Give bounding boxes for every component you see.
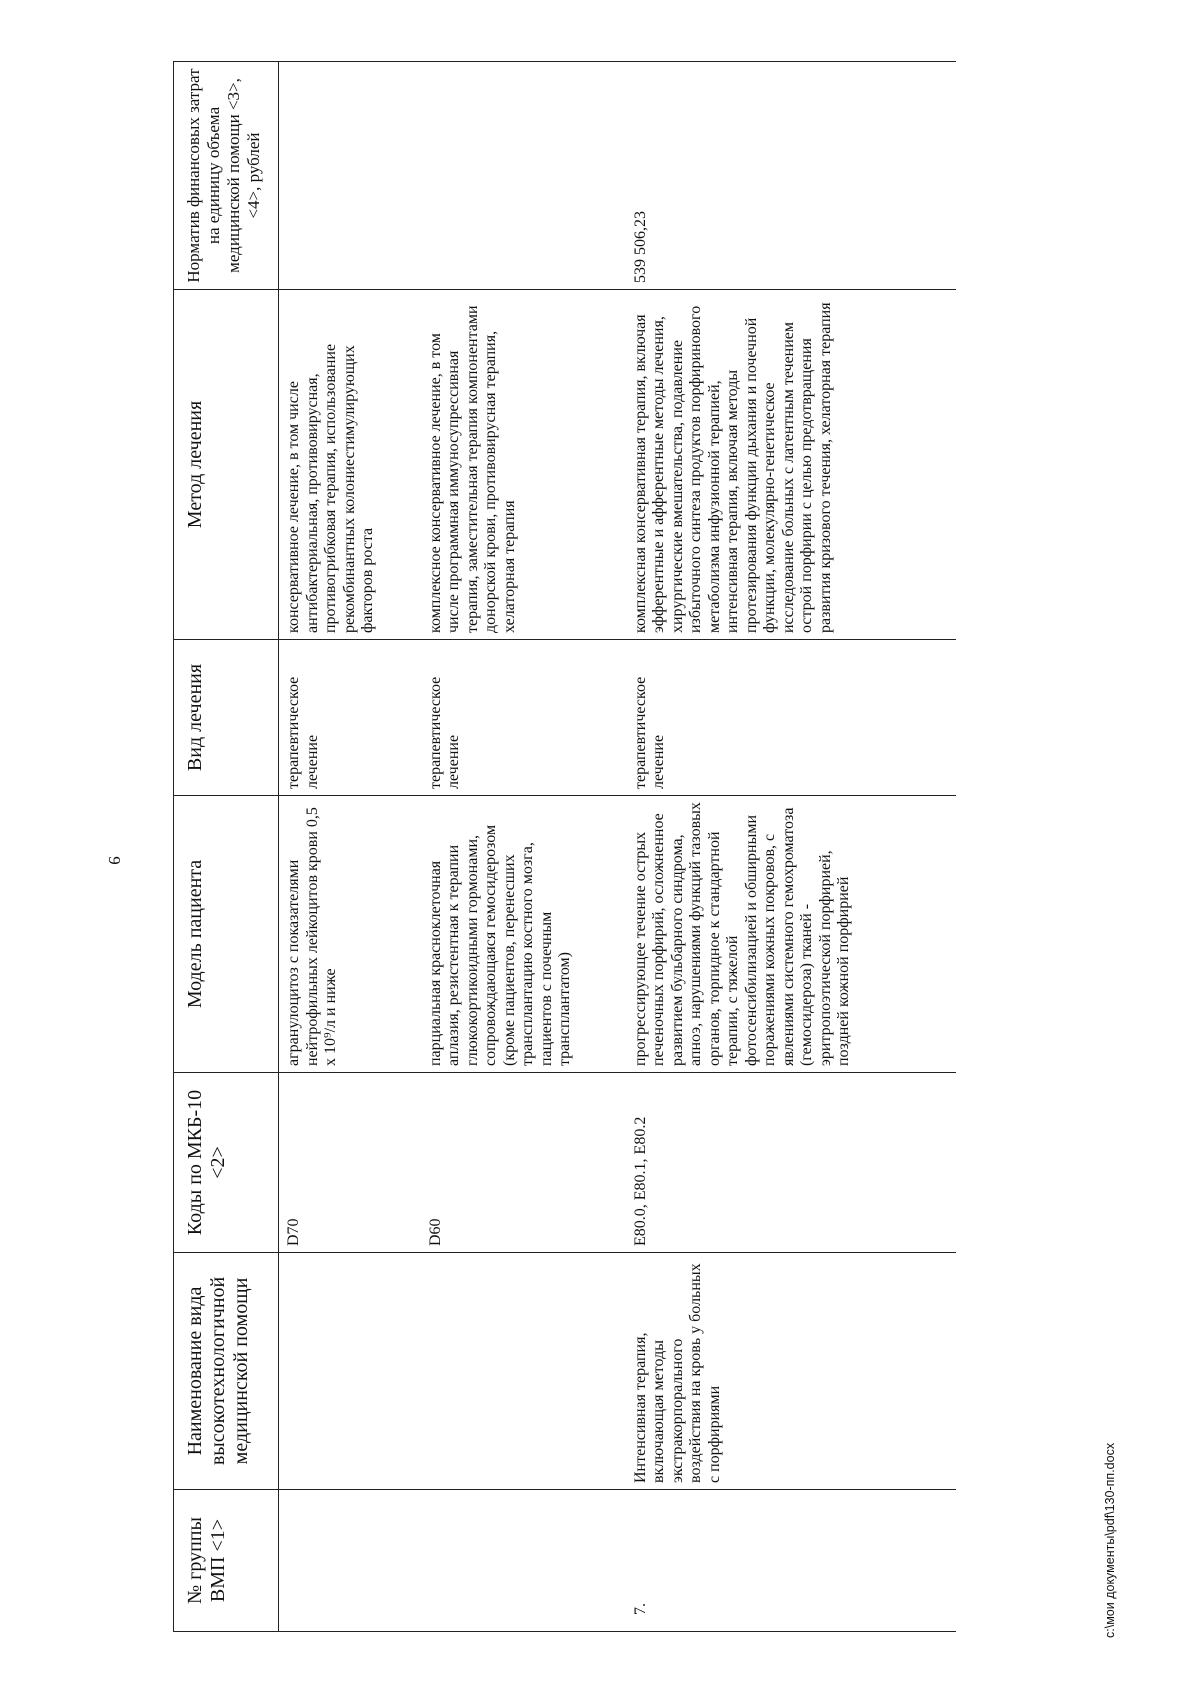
cell-icd-codes: E80.0, E80.1, E80.2	[626, 1073, 956, 1253]
cell-treatment-type: терапевтическое лечение	[421, 640, 626, 796]
vmp-table	[173, 61, 956, 1632]
cell-group-no: 7.	[626, 1490, 956, 1632]
cell-treatment-type: терапевтическое лечение	[626, 640, 956, 796]
cell-group-no	[279, 1490, 421, 1632]
cell-treatment-method: комплексная консервативная терапия, включая эфферентные и афферентные методы лечения, хирургические вмешательства, подавление избыточного синтеза продуктов порфиринового метаболизма инфузионной терапией, интенсивная терапия, включая методы протезирования функции дыхания и почечной функции, молекулярно-генетическое исследование больных с латентным течением острой порфирии с целью предотвращения развития кризового течения, хелаторная терапия	[626, 290, 956, 640]
cell-icd-codes: D60	[421, 1073, 626, 1253]
header-treatment-type: Вид лечения	[174, 640, 279, 796]
cell-patient-model: парциальная красноклеточная аплазия, резистентная к терапии глюкокортикоидными гормонами, сопровождающаяся гемосидерозом (кроме пациентов, перенесших трансплантацию костного мозга, пациентов с почечным трансплантатом)	[421, 796, 626, 1073]
table-row	[279, 62, 421, 1632]
cell-cost-norm: 539 506,23	[626, 62, 956, 290]
header-name: Наименование вида высокотехнологичной медицинской помощи	[174, 1253, 279, 1490]
header-group-no: № группы ВМП <1>	[174, 1490, 279, 1632]
cell-cost-norm	[421, 62, 626, 290]
table-row	[626, 62, 956, 1632]
table-row	[421, 62, 626, 1632]
header-treatment-method: Метод лечения	[174, 290, 279, 640]
cell-patient-model: прогрессирующее течение острых печеночных порфирий, осложненное развитием бульбарного синдрома, апноэ, нарушениями функций тазовых органов, торпидное к стандартной терапии, с тяжелой фотосенсибилизацией и обширными поражениями кожных покровов, с явлениями системного гемохроматоза (гемосидероза) тканей - эритропоэтической порфирией, поздней кожной порфирией	[626, 796, 956, 1073]
cell-treatment-method: комплексное консервативное лечение, в том числе программная иммуносупрессивная терапия, заместительная терапия компонентами донорской крови, противовирусная терапия, хелаторная терапия	[421, 290, 626, 640]
header-patient-model: Модель пациента	[174, 796, 279, 1073]
footer-file-path: c:\мои документы\pdf\130-пп.docx	[1103, 1442, 1117, 1638]
header-cost-norm: Норматив финансовых затрат на единицу объема медицинской помощи <3>, <4>, рублей	[174, 62, 279, 290]
cell-treatment-type: терапевтическое лечение	[279, 640, 421, 796]
table-header-row	[174, 62, 279, 1632]
cell-name	[421, 1253, 626, 1490]
cell-icd-codes: D70	[279, 1073, 421, 1253]
cell-name	[279, 1253, 421, 1490]
cell-name: Интенсивная терапия, включающая методы экстракорпорального воздействия на кровь у больных с порфириями	[626, 1253, 956, 1490]
rotated-table-container	[173, 62, 1188, 1632]
cell-cost-norm	[279, 62, 421, 290]
cell-group-no	[421, 1490, 626, 1632]
header-icd-codes: Коды по МКБ-10 <2>	[174, 1073, 279, 1253]
page-number: 9	[104, 856, 124, 865]
cell-treatment-method: консервативное лечение, в том числе антибактериальная, противовирусная, противогрибковая терапия, использование рекомбинантных колониестимулирующих факторов роста	[279, 290, 421, 640]
cell-patient-model: агранулоцитоз с показателями нейтрофильных лейкоцитов крови 0,5 х 10⁹/л и ниже	[279, 796, 421, 1073]
